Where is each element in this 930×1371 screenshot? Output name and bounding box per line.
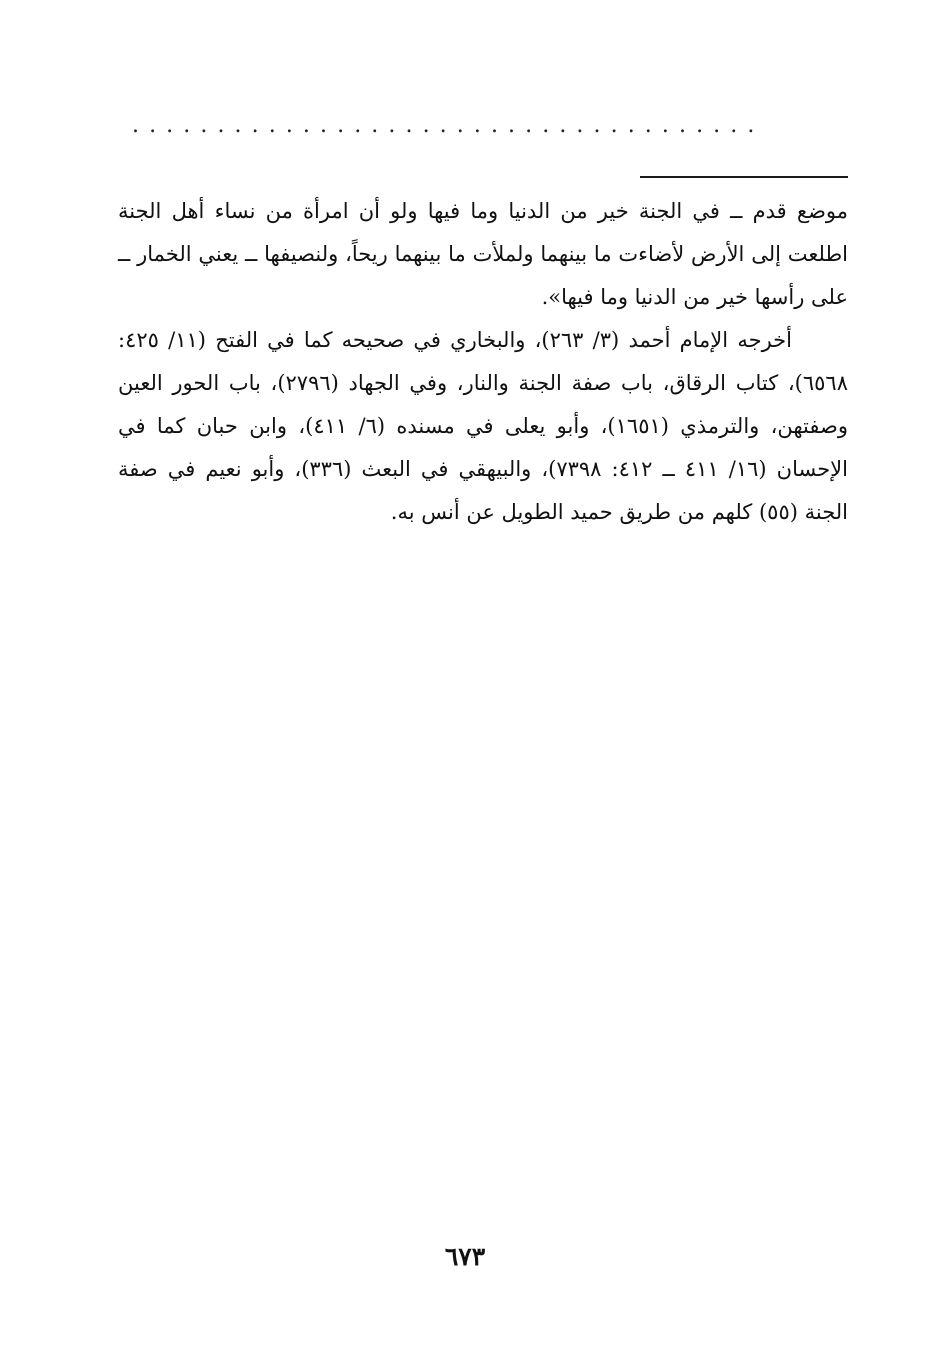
- page-number: ٦٧٣: [444, 1242, 486, 1271]
- footnote-paragraph-continuation: موضع قدم ــ في الجنة خير من الدنيا وما فيها ولو أن امرأة من نساء أهل الجنة اطلعت إلى الأرض لأضاءت ما بينهما ولملأت ما بينهما ريحاً، ولنصيفها ــ يعني الخمار ــ على رأسها خير من الدنيا وما فيها».: [118, 199, 848, 309]
- dotted-separator: .....................................: [132, 113, 765, 138]
- footnote-text-block: [118, 190, 848, 534]
- footnote-rule: [640, 176, 848, 178]
- footnote-paragraph-citation: أخرجه الإمام أحمد (٣/ ٢٦٣)، والبخاري في صحيحه كما في الفتح (١١/ ٤٢٥: ٦٥٦٨)، كتاب الرقاق، باب صفة الجنة والنار، وفي الجهاد (٢٧٩٦)، باب الحور العين وصفتهن، والترمذي (١٦٥١)، وأبو يعلى في مسنده (٦/ ٤١١)، وابن حبان كما في الإحسان (١٦/ ٤١١ ــ ٤١٢: ٧٣٩٨)، والبيهقي في البعث (٣٣٦)، وأبو نعيم في صفة الجنة (٥٥) كلهم من طريق حميد الطويل عن أنس به.: [118, 328, 848, 524]
